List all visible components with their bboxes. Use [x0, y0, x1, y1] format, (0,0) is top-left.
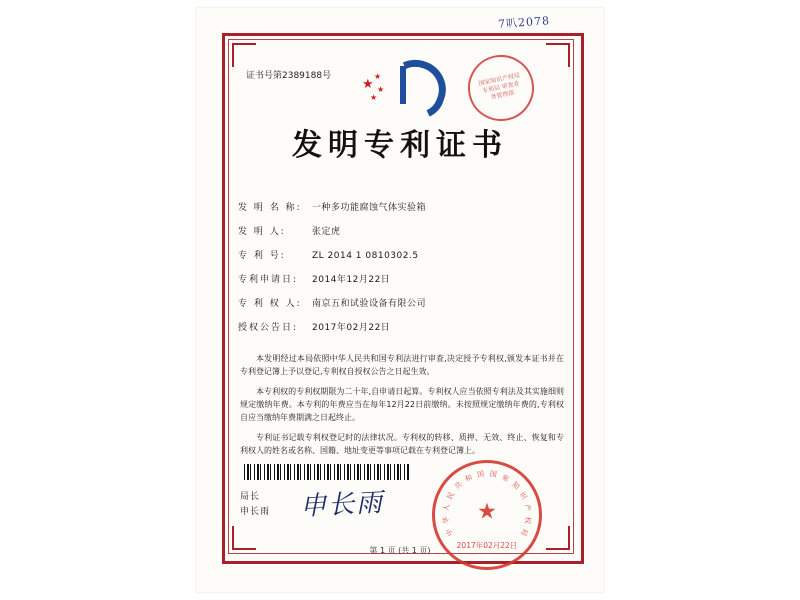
field-label: 专利申请日: [238, 275, 299, 285]
field-value: 南京五和试验设备有限公司 [312, 299, 427, 309]
field-value: 张定虎 [312, 227, 341, 237]
page-title: 发明专利证书 [292, 128, 508, 163]
seal-ring-text: 中 华 人 民 共 和 国 国 家 知 识 产 权 局 [441, 469, 533, 538]
field-label: 专 利 号: [238, 251, 286, 261]
field-label: 发 明 名 称: [238, 203, 302, 213]
certificate-number: 证书号第2389188号 [246, 71, 332, 81]
field-row [238, 296, 568, 309]
seal-date: 2017年02月22日 [456, 541, 518, 550]
body-paragraph: 本专利权的专利权期限为二十年,自申请日起算。专利权人应当依照专利法及其实施细则规定缴纳年费。本专利的年费应当在每年12月22日前缴纳。未按照规定缴纳年费的,专利权自应当缴纳年费期满之日起终止。 [240, 387, 564, 422]
star-icon: ★ [477, 499, 497, 525]
field-value: 2017年02月22日 [312, 323, 391, 333]
field-row [238, 320, 568, 333]
handwritten-signature: 申长雨 [299, 487, 385, 523]
body-paragraph: 专利证书记载专利权登记时的法律状况。专利权的转移、质押、无效、终止、恢复和专利权人的姓名或名称、国籍、地址变更等事项记载在专利登记簿上。 [240, 433, 564, 455]
top-right-official-seal: 国家知识产权局 专利局 审查业务管理部 [462, 49, 540, 127]
star-icon: ★ [362, 77, 374, 92]
field-label: 专 利 权 人: [238, 299, 302, 309]
frame-corner-top-right [546, 43, 570, 67]
field-value: 2014年12月22日 [312, 275, 391, 285]
field-value: 一种多功能腐蚀气体实验箱 [312, 203, 427, 213]
frame-corner-top-left [232, 43, 256, 67]
field-row [238, 200, 568, 213]
star-icon: ★ [377, 85, 385, 94]
body-paragraph: 本发明经过本局依照中华人民共和国专利法进行审查,决定授予专利权,颁发本证书并在专利登记簿上予以登记,专利权自授权公告之日起生效。 [240, 354, 564, 376]
signature-role: 局长 [240, 492, 261, 502]
page-footer: 第 1 页 (共 1 页) [369, 546, 431, 555]
field-label: 授权公告日: [238, 323, 299, 333]
star-icon: ★ [370, 93, 378, 102]
handwritten-note: 7叭2078 [497, 14, 551, 31]
field-list [238, 200, 568, 344]
star-icon: ★ [374, 72, 382, 81]
field-label: 发 明 人: [238, 227, 286, 237]
field-row [238, 272, 568, 285]
field-value: ZL 2014 1 0810302.5 [312, 251, 419, 261]
field-row [238, 248, 568, 261]
legal-body-text [240, 352, 564, 464]
field-row [238, 224, 568, 237]
barcode [244, 464, 410, 480]
signature-block [240, 490, 270, 520]
signature-name: 申长雨 [240, 507, 271, 517]
patent-office-logo-icon [360, 58, 440, 110]
